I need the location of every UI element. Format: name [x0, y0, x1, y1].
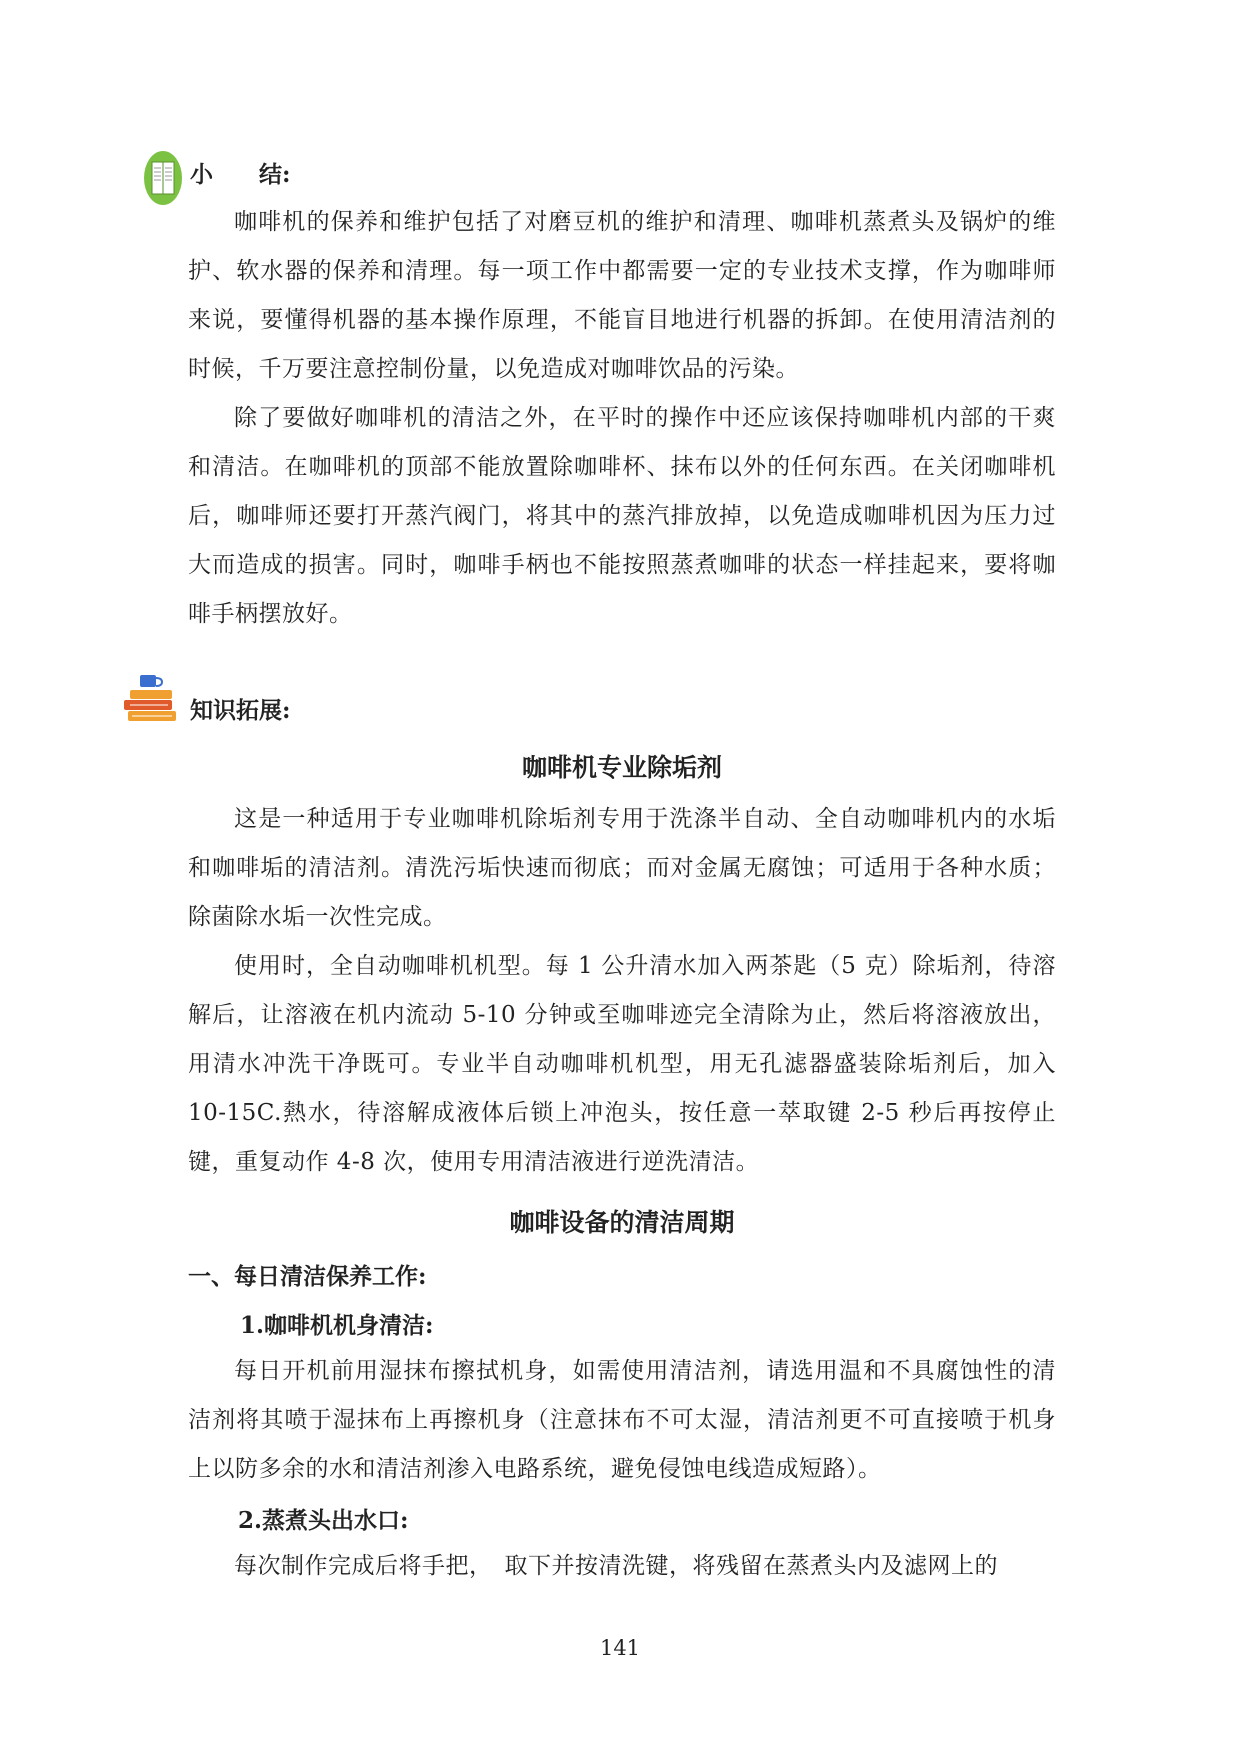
- subsection-body: [188, 1347, 1056, 1494]
- summary-paragraph: 除了要做好咖啡机的清洁之外，在平时的操作中还应该保持咖啡机内部的干爽和清洁。在咖啡机的顶部不能放置除咖啡杯、抹布以外的任何东西。在关闭咖啡机后，咖啡师还要打开蒸汽阀门，将其中的蒸汽排放掉，以免造成咖啡机因为压力过大而造成的损害。同时，咖啡手柄也不能按照蒸煮咖啡的状态一样挂起来，要将咖啡手柄摆放好。: [188, 405, 1056, 627]
- book-icon: [143, 150, 183, 210]
- knowledge-paragraph: 使用时，全自动咖啡机机型。每 1 公升清水加入两茶匙（5 克）除垢剂，待溶解后，让溶液在机内流动 5-10 分钟或至咖啡迹完全清除为止，然后将溶液放出，用清水冲洗干净既可。专业半自动咖啡机机型，用无孔滤器盛装除垢剂后，加入 10-15C.熱水，待溶解成液体后锁上冲泡头，按任意一萃取键 2-5 秒后再按停止键，重复动作 4-8 次，使用专用清洁液进行逆洗清洁。: [188, 953, 1056, 1175]
- subsection-paragraph: 每日开机前用湿抹布擦拭机身，如需使用清洁剂，请选用温和不具腐蚀性的清洁剂将其喷于湿抹布上再擦机身（注意抹布不可太湿，清洁剂更不可直接喷于机身上以防多余的水和清洁剂渗入电路系统，避免侵蚀电线造成短路）。: [188, 1358, 1056, 1482]
- subsection-paragraph: 每次制作完成后将手把， 取下并按清洗键，将残留在蒸煮头内及滤网上的: [234, 1553, 998, 1579]
- knowledge-paragraph: 这是一种适用于专业咖啡机除垢剂专用于洗涤半自动、全自动咖啡机内的水垢和咖啡垢的清洁剂。清洗污垢快速而彻底；而对金属无腐蚀；可适用于各种水质；除菌除水垢一次性完成。: [188, 806, 1056, 930]
- summary-body: [188, 198, 1056, 639]
- books-cup-icon: [122, 672, 180, 730]
- summary-paragraph: 咖啡机的保养和维护包括了对磨豆机的维护和清理、咖啡机蒸煮头及锅炉的维护、软水器的保养和清理。每一项工作中都需要一定的专业技术支撑，作为咖啡师来说，要懂得机器的基本操作原理，不能盲目地进行机器的拆卸。在使用清洁剂的时候，千万要注意控制份量，以免造成对咖啡饮品的污染。: [188, 209, 1056, 382]
- knowledge-label: 知识拓展:: [190, 697, 291, 724]
- knowledge-body: [188, 795, 1056, 1187]
- subsection-heading: 2.蒸煮头出水口:: [238, 1507, 409, 1534]
- section-heading: 一、每日清洁保养工作:: [188, 1263, 427, 1290]
- page-number: 141: [599, 1636, 641, 1660]
- section-title: 咖啡机专业除垢剂: [521, 753, 722, 782]
- subsection-heading: 1.咖啡机机身清洁:: [240, 1312, 434, 1339]
- summary-label: 小 结:: [190, 161, 291, 188]
- section-title: 咖啡设备的清洁周期: [509, 1208, 735, 1237]
- subsection-body: [188, 1542, 1056, 1591]
